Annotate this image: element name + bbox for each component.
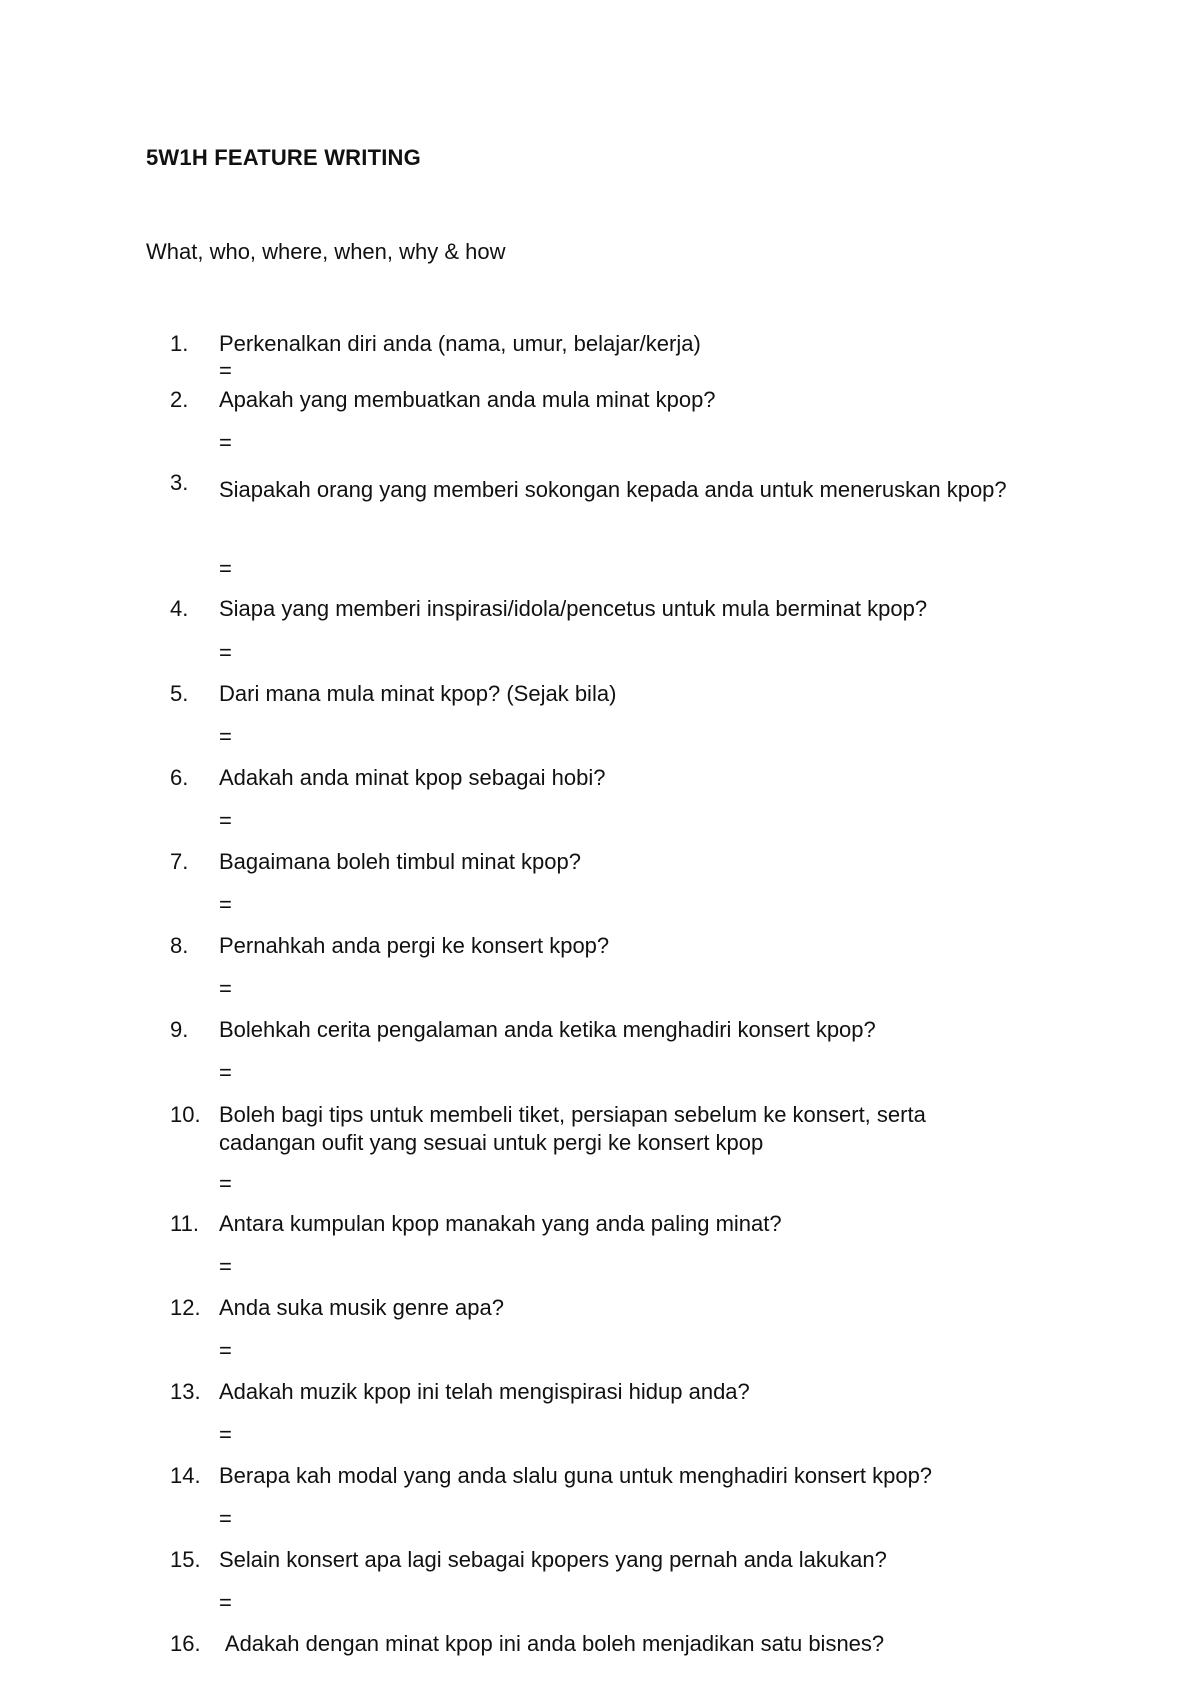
question-number: 16.	[170, 1631, 201, 1656]
question-number: 2.	[170, 387, 189, 412]
question-number: 1.	[170, 331, 189, 356]
question-number: 11.	[170, 1211, 199, 1236]
answer-marker: =	[219, 892, 232, 917]
answer-marker: =	[219, 1590, 232, 1615]
question-number: 10.	[170, 1102, 201, 1127]
question-number: 15.	[170, 1547, 201, 1572]
answer-marker: =	[219, 808, 232, 833]
answer-marker: =	[219, 1254, 232, 1279]
question-text: Pernahkah anda pergi ke konsert kpop?	[219, 933, 610, 958]
question-text: Antara kumpulan kpop manakah yang anda paling minat?	[219, 1211, 782, 1236]
answer-marker: =	[219, 556, 232, 581]
question-text: Perkenalkan diri anda (nama, umur, belajar/kerja)	[219, 331, 701, 356]
answer-marker: =	[219, 1060, 232, 1085]
question-number: 9.	[170, 1017, 189, 1042]
question-number: 5.	[170, 681, 189, 706]
question-text: Berapa kah modal yang anda slalu guna untuk menghadiri konsert kpop?	[219, 1463, 933, 1488]
question-text: Dari mana mula minat kpop? (Sejak bila)	[219, 681, 617, 706]
question-number: 6.	[170, 765, 189, 790]
answer-marker: =	[219, 358, 232, 383]
question-text: Adakah dengan minat kpop ini anda boleh menjadikan satu bisnes?	[220, 1631, 885, 1656]
question-number: 8.	[170, 933, 189, 958]
question-text: Siapakah orang yang memberi sokongan kepada anda untuk meneruskan kpop?	[219, 477, 1007, 502]
answer-marker: =	[219, 1506, 232, 1531]
question-text: Apakah yang membuatkan anda mula minat kpop?	[219, 387, 716, 412]
document-subtitle: What, who, where, when, why & how	[146, 239, 506, 264]
question-text: Selain konsert apa lagi sebagai kpopers yang pernah anda lakukan?	[219, 1547, 887, 1572]
answer-marker: =	[219, 430, 232, 455]
answer-marker: =	[219, 724, 232, 749]
document-title: 5W1H FEATURE WRITING	[146, 145, 421, 170]
question-number: 7.	[170, 849, 189, 874]
question-number: 12.	[170, 1295, 201, 1320]
question-text: Anda suka musik genre apa?	[219, 1295, 504, 1320]
answer-marker: =	[219, 1171, 232, 1196]
question-text: Bagaimana boleh timbul minat kpop?	[219, 849, 582, 874]
question-number: 13.	[170, 1379, 201, 1404]
question-text: Boleh bagi tips untuk membeli tiket, persiapan sebelum ke konsert, serta cadangan oufit yang sesuai untuk pergi ke konsert kpop	[219, 1102, 926, 1155]
question-text: Siapa yang memberi inspirasi/idola/pencetus untuk mula berminat kpop?	[219, 596, 928, 621]
question-number: 14.	[170, 1463, 201, 1488]
question-text: Bolehkah cerita pengalaman anda ketika menghadiri konsert kpop?	[219, 1017, 876, 1042]
question-text: Adakah anda minat kpop sebagai hobi?	[219, 765, 606, 790]
question-text: Adakah muzik kpop ini telah mengispirasi hidup anda?	[219, 1379, 750, 1404]
question-number: 3.	[170, 470, 189, 495]
answer-marker: =	[219, 976, 232, 1001]
question-number: 4.	[170, 596, 189, 621]
answer-marker: =	[219, 1422, 232, 1447]
answer-marker: =	[219, 640, 232, 665]
answer-marker: =	[219, 1338, 232, 1363]
